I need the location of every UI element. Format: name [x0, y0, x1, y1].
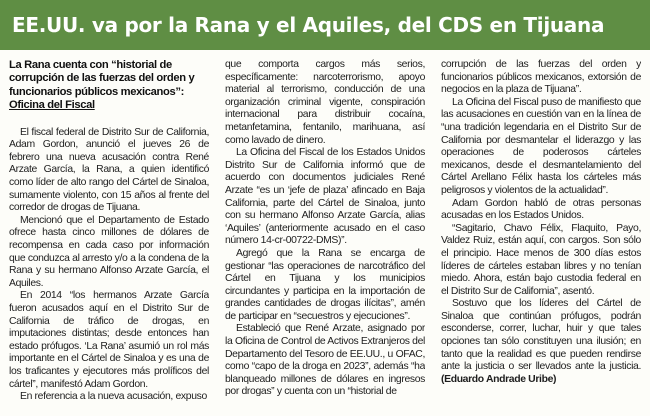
paragraph: Estableció que René Arzate, asignado por la Oficina de Control de Activos Extranjeros del Departamento del Tesoro de EE.UU., u OFAC, como “capo de la droga en 2023”, además “ha blanqueado millones de dólares en ingresos por drogas” y cuenta con un “historial de: [225, 323, 425, 398]
column-3: [441, 59, 641, 411]
paragraph: La Oficina del Fiscal de los Estados Unidos Distrito Sur de California informó que de acuerdo con documentos judiciales René Arzate “es un ‘jefe de plaza’ afincado en Baja California, parte del Cártel de Sinaloa, junto con su hermano Alfonso Arzate García, alias ‘Aquiles’ (anteriormente acusado en el caso número 14-cr-00722-DMS)”.: [225, 147, 425, 247]
lead-office: Oficina del Fiscal: [9, 99, 95, 112]
paragraph: La Oficina del Fiscal puso de manifiesto que las acusaciones en cuestión van en la línea de “una tradición legendaria en el Distrito Sur de California por desmantelar el liderazgo y las operaciones de poderosos cárteles mexicanos, desde el desmantelamiento del Cártel Arellano Félix hasta los cárteles más peligrosos y violentos de la actualidad”.: [441, 96, 641, 196]
headline: EE.UU. va por la Rana y el Aquiles, del CDS en Tijuana: [12, 13, 605, 37]
paragraph: En 2014 “los hermanos Arzate García fueron acusados aquí en el Distrito Sur de California de tráfico de drogas, en imputaciones distintas; desde entonces han estado prófugos. ‘La Rana’ asumió un rol más importante en el Cártel de Sinaloa y es una de los traficantes y ejecutores más prolíficos del cártel”, manifestó Adam Gordon.: [9, 290, 209, 390]
lead-title: La Rana cuenta con “historial de corrupción de las fuerzas del orden y funcionarios públicos mexicanos”:: [9, 59, 195, 98]
lead-block: [9, 59, 209, 113]
paragraph: corrupción de las fuerzas del orden y funcionarios públicos mexicanos, extorsión de negocios en la plaza de Tijuana”.: [441, 59, 641, 96]
paragraph-last: [441, 298, 641, 386]
paragraph: Agregó que la Rana se encarga de gestionar “las operaciones de narcotráfico del Cártel en Tijuana y los municipios circundantes y participa en la importación de grandes cantidades de drogas ilícitas”, amén de participar en “secuestros y ejecuciones”.: [225, 247, 425, 322]
paragraph-text: Sostuvo que los líderes del Cártel de Sinaloa que continúan prófugos, podrán esconderse, correr, luchar, huir y que tales opciones tan sólo constituyen una ilusión; en tanto que la realidad es que pueden rendirse ante la justicia o ser llevados ante la justicia.: [441, 298, 641, 373]
paragraph: Adam Gordon habló de otras personas acusadas en los Estados Unidos.: [441, 197, 641, 222]
headline-bar: [0, 0, 650, 50]
byline: (Eduardo Andrade Uribe): [441, 373, 557, 385]
paragraph: que comporta cargos más serios, específicamente: narcoterrorismo, apoyo material al terrorismo, conducción de una organización criminal vigente, conspiración internacional para distribuir cocaína, metanfetamina, fentanilo, marihuana, así como lavado de dinero.: [225, 59, 425, 146]
paragraph: “Sagitario, Chavo Félix, Flaquito, Payo, Valdez Ruiz, están aquí, con cargos. Son sólo el principio. Hace menos de 300 días estos líderes de cárteles estaban libres y no tenían miedo. Ahora, están bajo custodia federal en el Distrito Sur de California”, asentó.: [441, 222, 641, 297]
column-1: [9, 59, 209, 411]
column-2: [225, 59, 425, 411]
paragraph: En referencia a la nueva acusación, expuso: [20, 391, 207, 403]
paragraph: Mencionó que el Departamento de Estado ofrece hasta cinco millones de dólares de recompensa en cada caso por información que conduzca al arresto y/o a la condena de la Rana y su hermano Alfonso Arzate García, el Aquiles.: [9, 214, 209, 289]
paragraph: El fiscal federal de Distrito Sur de California, Adam Gordon, anunció el jueves 26 de febrero una nueva acusación contra René Arzate García, la Rana, a quien identificó como líder de alto rango del Cártel de Sinaloa, sumamente violento, con 15 años al frente del corredor de drogas de Tijuana.: [9, 126, 209, 214]
